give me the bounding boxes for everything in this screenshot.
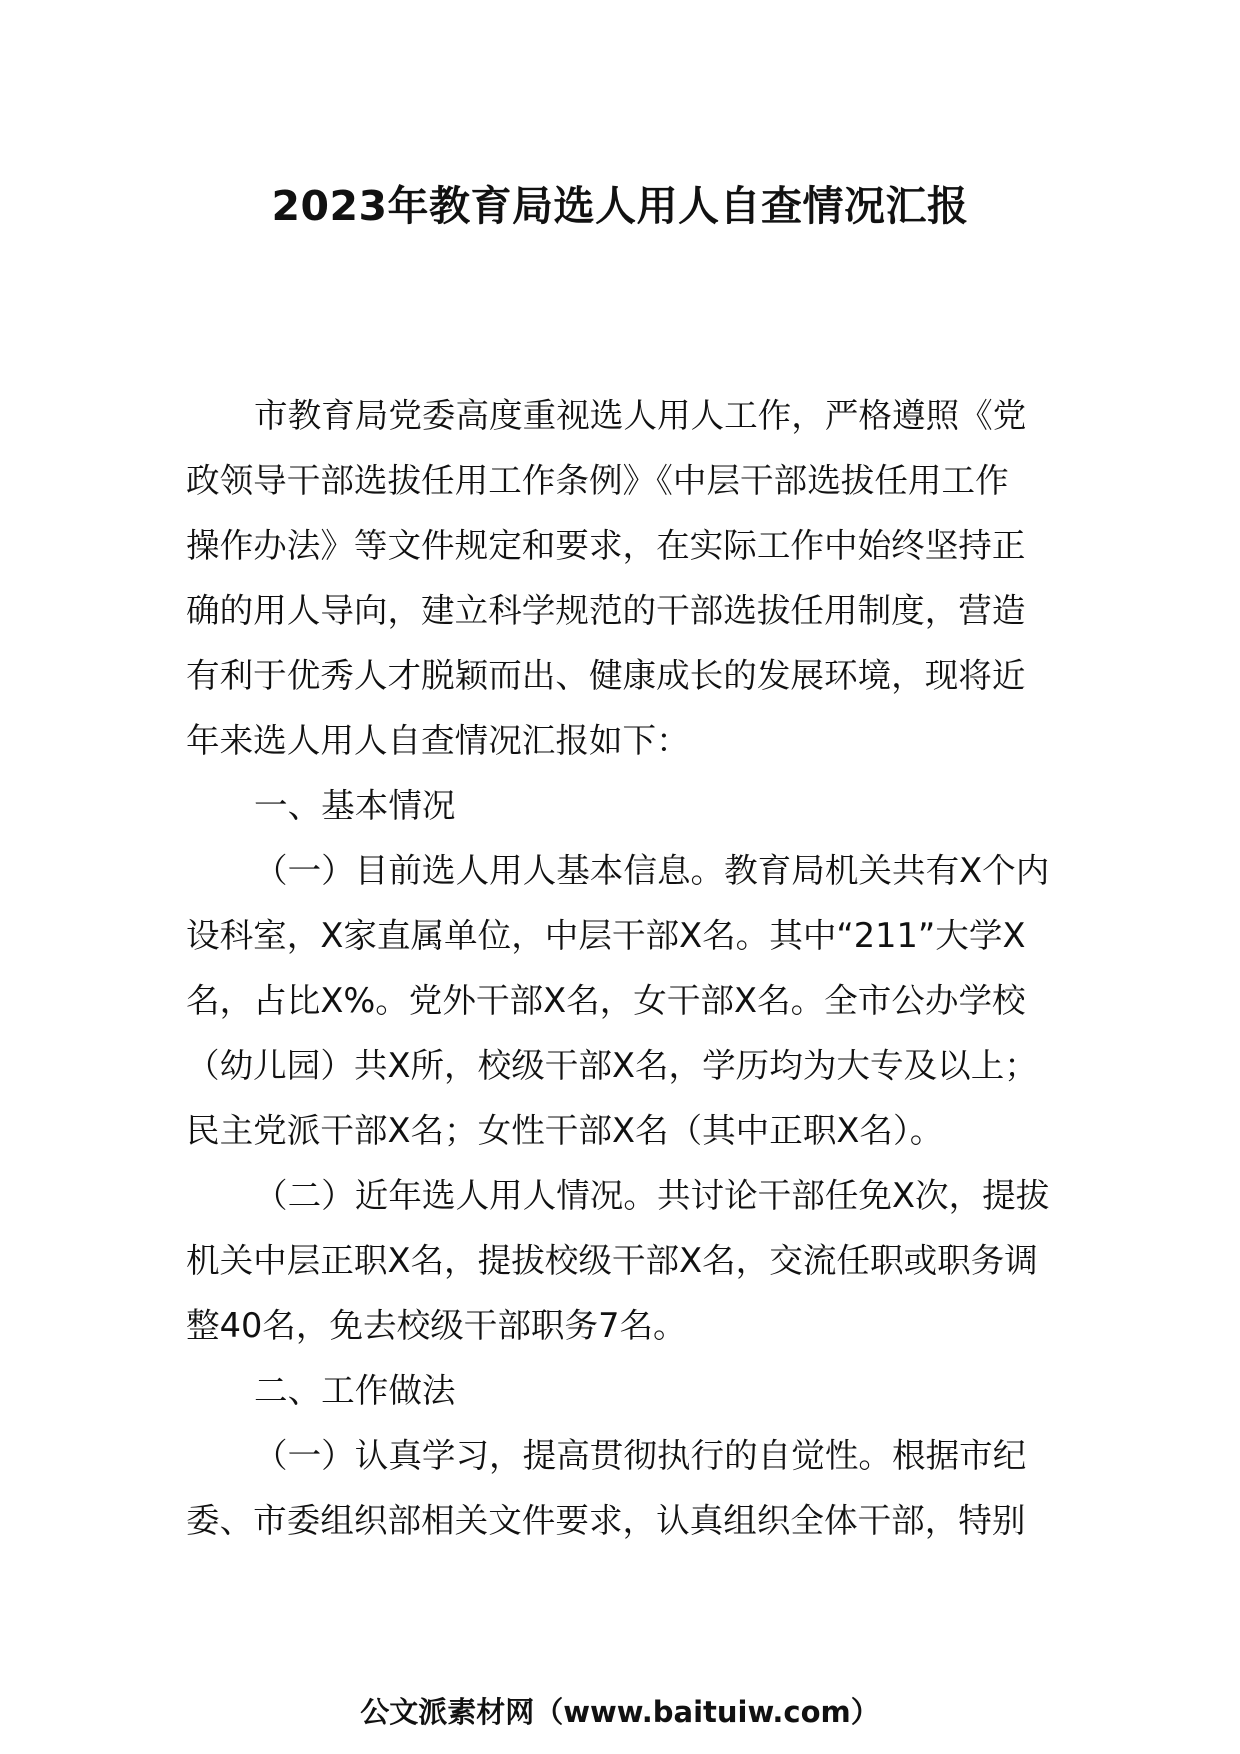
document-title: 2023年教育局选人用人自查情况汇报 <box>271 182 969 230</box>
paragraph-line: （一）认真学习，提高贯彻执行的自觉性。根据市纪 <box>254 1436 1027 1475</box>
paragraph-line: 操作办法》等文件规定和要求，在实际工作中始终坚持正 <box>186 526 1026 565</box>
paragraph-line: 名，占比X%。党外干部X名，女干部X名。全市公办学校 <box>186 981 1026 1020</box>
paragraph-line: 委、市委组织部相关文件要求，认真组织全体干部，特别 <box>186 1501 1026 1540</box>
section-heading: 二、工作做法 <box>254 1371 456 1410</box>
paragraph-line: 年来选人用人自查情况汇报如下： <box>186 721 690 760</box>
paragraph-line: 设科室，X家直属单位，中层干部X名。其中“211”大学X <box>186 916 1026 955</box>
paragraph-line: （一）目前选人用人基本信息。教育局机关共有X个内 <box>254 851 1050 890</box>
section-heading: 一、基本情况 <box>254 786 456 825</box>
footer-watermark: 公文派素材网（www.baituiw.com） <box>360 1695 880 1729</box>
paragraph-line: 确的用人导向，建立科学规范的干部选拔任用制度，营造 <box>186 591 1026 630</box>
paragraph-line: 政领导干部选拔任用工作条例》《中层干部选拔任用工作 <box>186 461 1009 500</box>
paragraph-line: 有利于优秀人才脱颖而出、健康成长的发展环境，现将近 <box>186 656 1026 695</box>
paragraph-line: 市教育局党委高度重视选人用人工作，严格遵照《党 <box>254 396 1027 435</box>
paragraph-line: 机关中层正职X名，提拔校级干部X名，交流任职或职务调 <box>186 1241 1038 1280</box>
paragraph-line: （幼儿园）共X所，校级干部X名，学历均为大专及以上； <box>186 1046 1038 1085</box>
paragraph-line: 民主党派干部X名；女性干部X名（其中正职X名）。 <box>186 1111 944 1150</box>
document-body <box>186 383 1048 1553</box>
paragraph-line: （二）近年选人用人情况。共讨论干部任免X次，提拔 <box>254 1176 1050 1215</box>
paragraph-line: 整40名，免去校级干部职务7名。 <box>186 1306 687 1345</box>
